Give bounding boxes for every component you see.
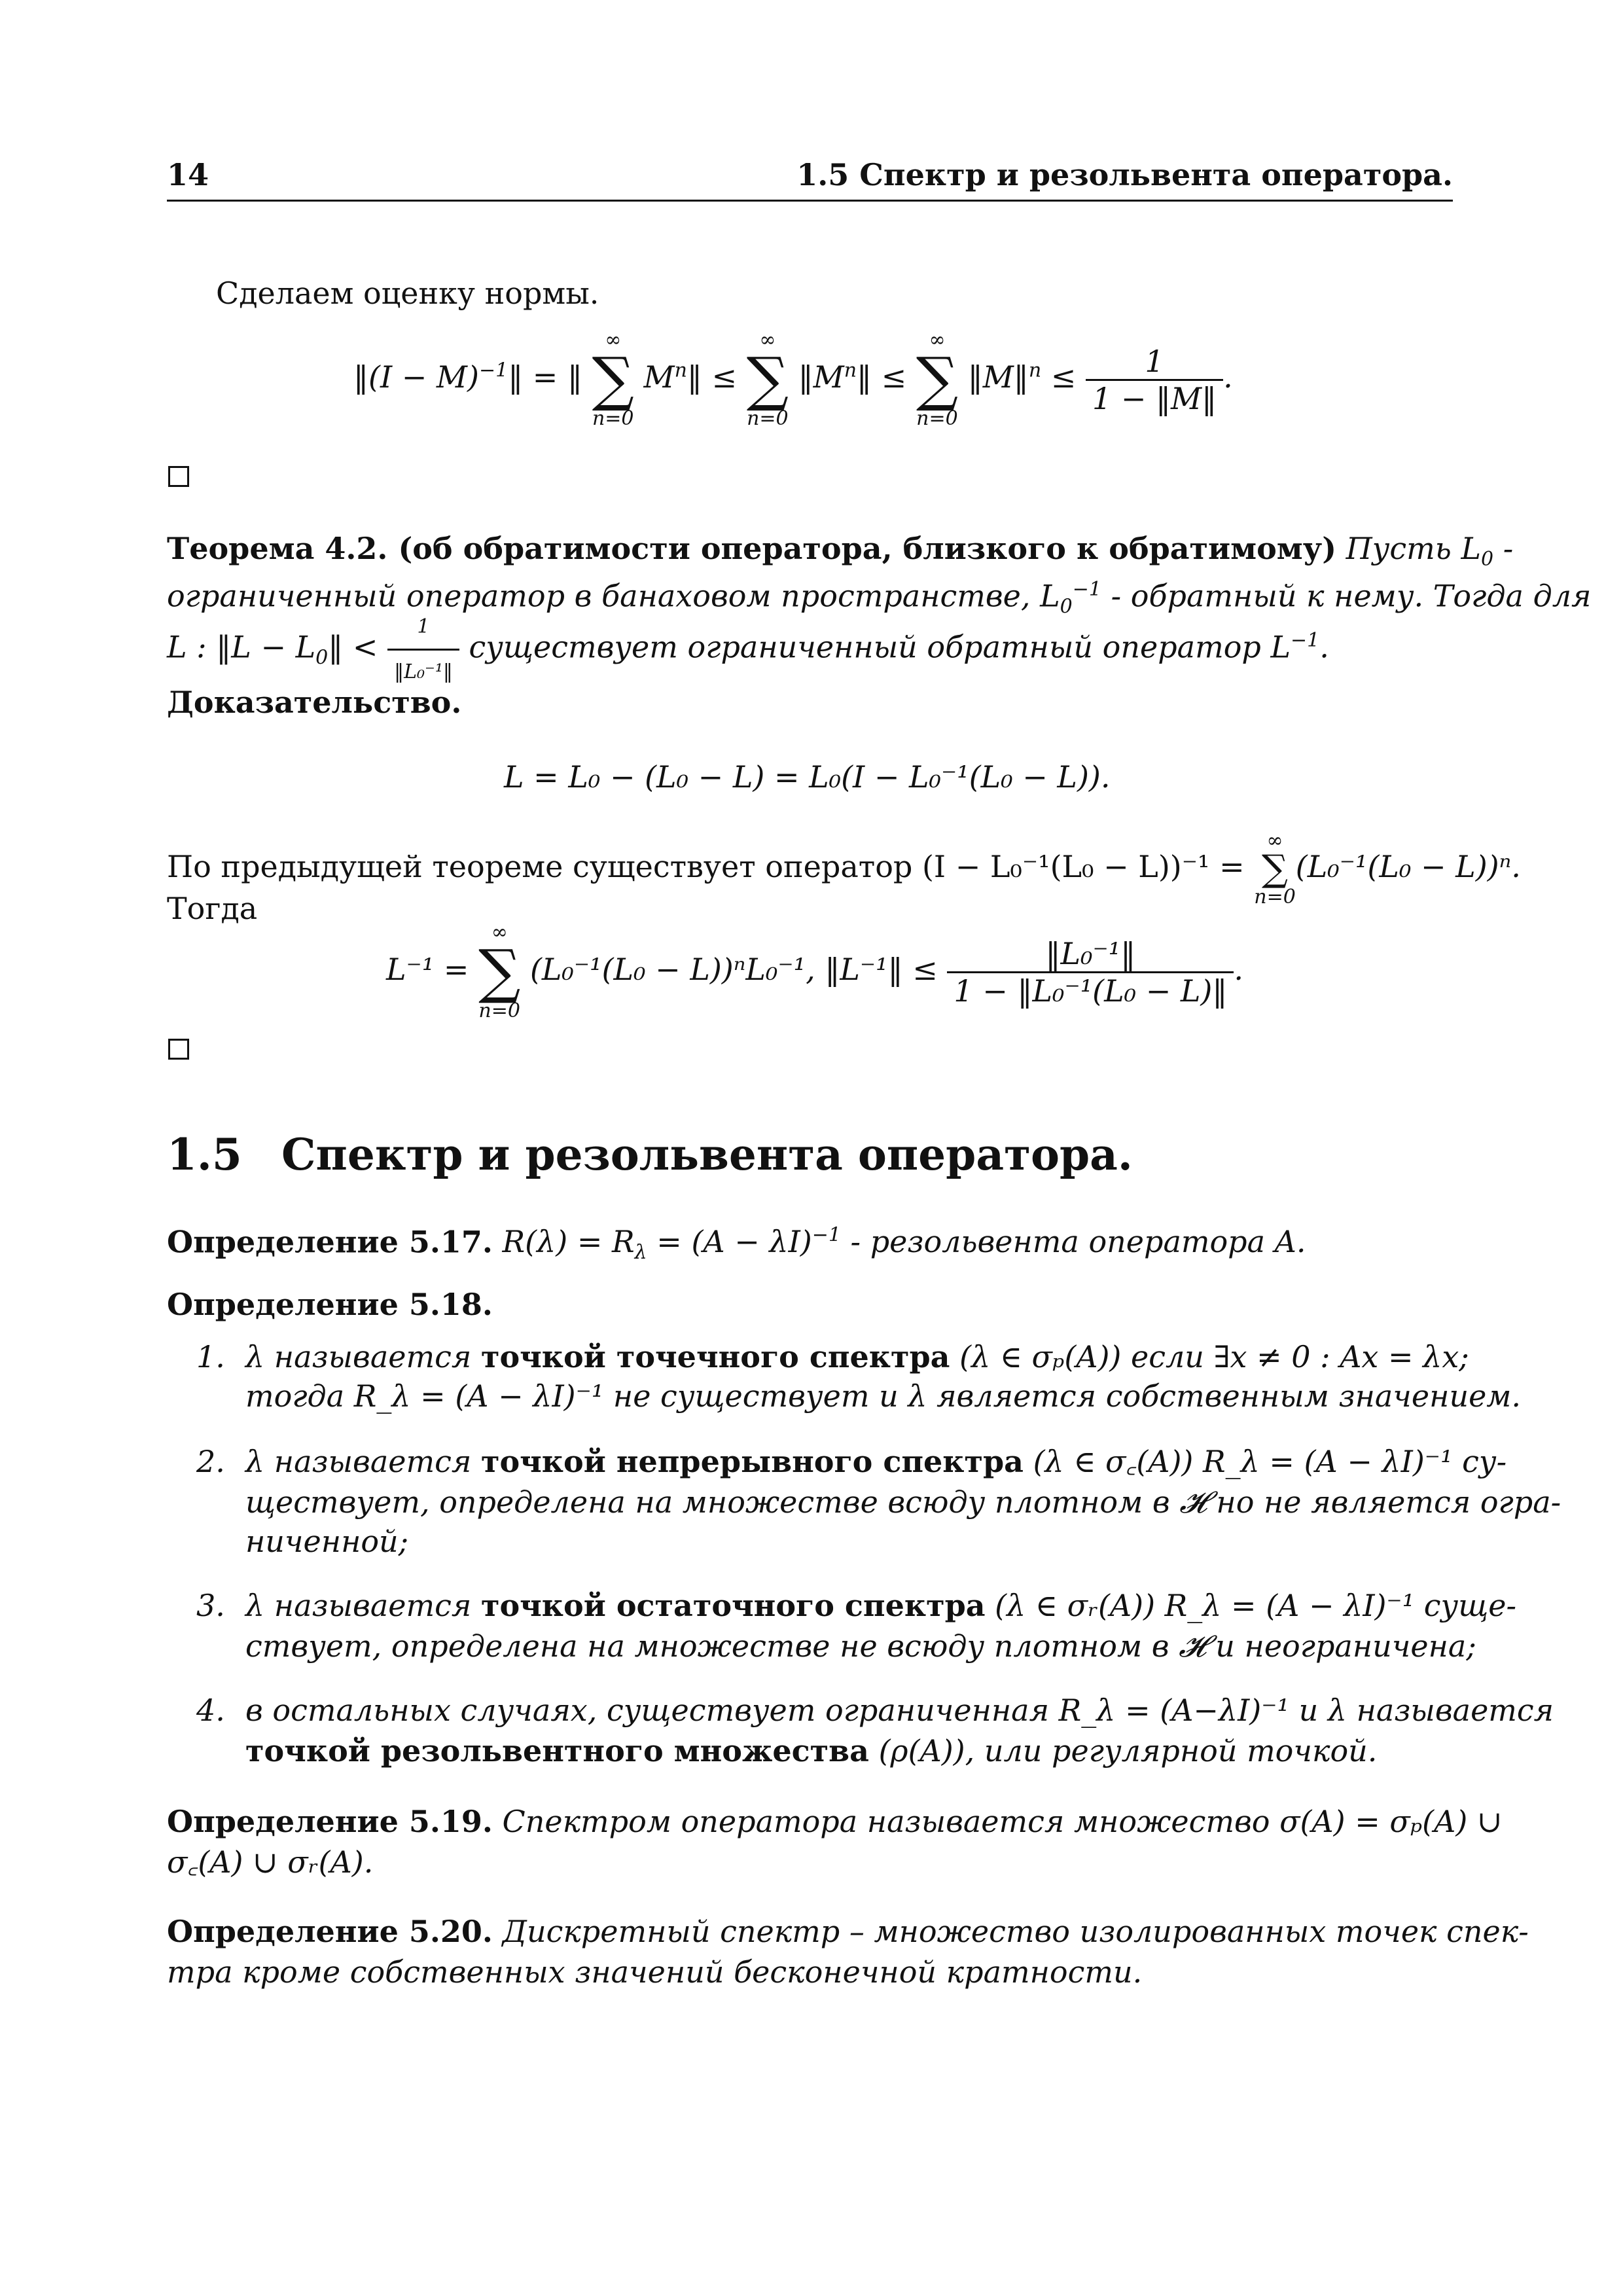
list-item-number: 2.: [196, 1444, 225, 1479]
list-item-2-line-3: ниченной;: [245, 1524, 409, 1559]
list-item-4-line-1: в остальных случаях, существует ограниченная R_λ = (A−λI)⁻¹ и λ называется: [245, 1693, 1554, 1728]
header-rule: [167, 200, 1453, 202]
page-number: 14: [167, 157, 209, 192]
qed-square: [168, 1039, 189, 1060]
intro-text: Сделаем оценку нормы.: [216, 276, 599, 311]
list-item-number: 3.: [196, 1588, 225, 1623]
definition-5-20-line-1: Определение 5.20. Дискретный спектр – множество изолированных точек спек-: [167, 1914, 1529, 1949]
list-item-number: 1.: [196, 1339, 225, 1374]
qed-square: [168, 466, 189, 487]
proof-title: Доказательство.: [167, 685, 462, 720]
list-item-2-line-1: λ называется точкой непрерывного спектра (λ ∈ σ꜀(A)) R_λ = (A − λI)⁻¹ су-: [245, 1444, 1507, 1479]
list-item-2-line-2: ществует, определена на множестве всюду плотном в 𝓗 но не является огра-: [245, 1484, 1561, 1520]
norm-estimate-equation: ‖(I − M)$^{-1}$‖ = ‖ ∞ ∑ n=0 $M^n‖$ ≤ ∞ ∑ n=0 $‖M^n‖$ ≤ ∞ ∑ n=0 ‖M‖$^n$ ≤ $\frac{1}{1 - ‖M‖}$ .: [353, 329, 1233, 430]
definition-5-19-line-2: σ꜀(A) ∪ σᵣ(A).: [167, 1844, 374, 1880]
theorem-line-3: L : ‖L − $L_0‖$ < $\frac{1}{\text{‖L₀⁻¹‖}}$ существует ограниченный обратный оператор $L^{-1}$.: [167, 605, 1329, 694]
theorem-line-1: Теорема 4.2. (об обратимости оператора, близкого к обратимому) Пусть $L_0$ -: [167, 531, 1514, 571]
list-item-1-line-1: λ называется точкой точечного спектра (λ ∈ σₚ(A)) если ∃x ≠ 0 : Ax = λx;: [245, 1339, 1469, 1374]
definition-5-19-line-1: Определение 5.19. Спектром оператора называется множество σ(A) = σₚ(A) ∪: [167, 1804, 1503, 1839]
definition-5-17: Определение 5.17. $R(\lambda) = R_\lambda = (A - \lambda I)^{-1}$ - резольвента оператора A.: [167, 1224, 1306, 1265]
proof-then: Тогда: [167, 891, 258, 926]
running-title: 1.5 Спектр и резольвента оператора.: [796, 157, 1453, 192]
section-number: 1.5: [167, 1129, 242, 1180]
theorem-line-2: ограниченный оператор в банаховом пространстве, $L_0^{-1}$ - обратный к нему. Тогда для: [167, 578, 1592, 619]
definition-5-18-label: Определение 5.18.: [167, 1287, 493, 1322]
proof-paragraph-1: По предыдущей теореме существует оператор (I − L₀⁻¹(L₀ − L))⁻¹ = ∞ ∑ n=0 (L₀⁻¹(L₀ − L))ⁿ.: [167, 829, 1521, 908]
list-item-1-line-2: тогда R_λ = (A − λI)⁻¹ не существует и λ является собственным значением.: [245, 1378, 1522, 1414]
section-title: Спектр и резольвента оператора.: [281, 1129, 1133, 1180]
proof-equation-1: L = L₀ − (L₀ − L) = L₀(I − L₀⁻¹(L₀ − L)).: [504, 759, 1111, 795]
list-item-number: 4.: [196, 1693, 225, 1728]
proof-equation-2: L⁻¹ = ∞ ∑ n=0 (L₀⁻¹(L₀ − L))ⁿL₀⁻¹, ‖L⁻¹‖ ≤ $\frac{\text{‖L₀⁻¹‖}}{\text{1 − ‖L₀⁻¹(L₀ − L)‖}}$ .: [386, 921, 1244, 1022]
definition-5-20-line-2: тра кроме собственных значений бесконечной кратности.: [167, 1954, 1143, 1990]
list-item-3-line-1: λ называется точкой остаточного спектра (λ ∈ σᵣ(A)) R_λ = (A − λI)⁻¹ суще-: [245, 1588, 1517, 1623]
list-item-4-line-2: точкой резольвентного множества (ρ(A)), или регулярной точкой.: [245, 1733, 1378, 1768]
list-item-3-line-2: ствует, определена на множестве не всюду плотном в 𝓗 и неограничена;: [245, 1628, 1476, 1664]
